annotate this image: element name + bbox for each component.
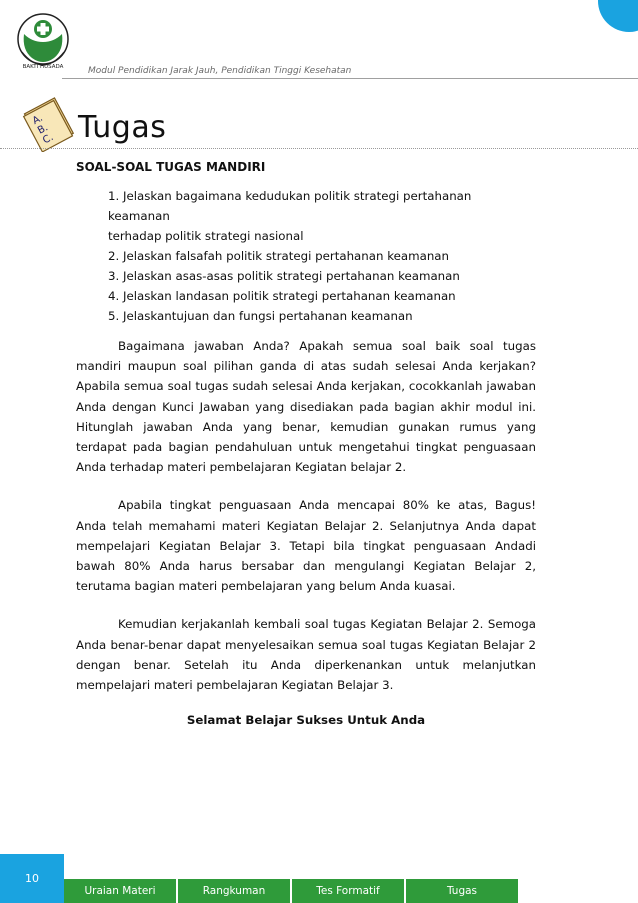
icon-letter-c: C. <box>41 131 56 147</box>
tab-uraian-materi[interactable]: Uraian Materi <box>64 879 176 903</box>
icon-letter-b: B. <box>35 122 51 137</box>
main-content <box>76 160 536 727</box>
page-title: Tugas <box>78 110 167 145</box>
title-divider <box>0 148 638 149</box>
question-1-line-2: terhadap politik strategi nasional <box>108 229 304 243</box>
tab-rangkuman[interactable]: Rangkuman <box>178 879 290 903</box>
paragraph <box>76 614 536 695</box>
paragraph-3-text: Kemudian kerjakanlah kembali soal tugas Kegiatan Belajar 2. Semoga Anda benar-benar dapat menyelesaikan semua soal tugas Kegiatan Belajar 2 dengan benar. Setelah itu Anda diperkenankan untuk melanjutkan mempelajari materi pembelajaran Kegiatan Belajar 3. <box>76 617 536 693</box>
paragraph <box>76 495 536 596</box>
task-list-icon <box>20 96 76 152</box>
list-item: 3. Jelaskan asas-asas politik strategi pertahanan keamanan <box>108 269 460 283</box>
header-divider <box>62 78 638 79</box>
corner-decoration <box>598 0 638 32</box>
list-item: 2. Jelaskan falsafah politik strategi pertahanan keamanan <box>108 249 450 263</box>
tab-tugas[interactable]: Tugas <box>406 879 518 903</box>
page-number: 10 <box>25 872 39 885</box>
bakti-husada-logo <box>14 8 72 74</box>
section-heading: SOAL-SOAL TUGAS MANDIRI <box>76 160 266 174</box>
footer-tabs <box>64 879 520 903</box>
closing-message: Selamat Belajar Sukses Untuk Anda <box>186 713 426 728</box>
list-item: 5. Jelaskantujuan dan fungsi pertahanan keamanan <box>108 309 413 323</box>
list-item: 4. Jelaskan landasan politik strategi pertahanan keamanan <box>108 289 456 303</box>
logo-text: BAKTI HUSADA <box>22 64 64 70</box>
question-list <box>108 186 536 326</box>
question-1-line-1: 1. Jelaskan bagaimana kedudukan politik strategi pertahanan keamanan <box>108 189 472 223</box>
paragraph <box>76 336 536 477</box>
icon-letter-a: A. <box>30 112 45 127</box>
paragraph-1-text: Bagaimana jawaban Anda? Apakah semua soal baik soal tugas mandiri maupun soal pilihan ganda di atas sudah selesai Anda kerjakan? Apabila semua soal tugas sudah selesai Anda kerjakan, cocokkanlah jawaban Anda dengan Kunci Jawaban yang disediakan pada bagian akhir modul ini. Hitunglah jawaban Anda yang benar, kemudian gunakan rumus yang terdapat pada bagian pendahuluan untuk mengetahui tingkat penguasaan Anda terhadap materi pembelajaran Kegiatan belajar 2. <box>76 339 536 475</box>
paragraph-2-text: Apabila tingkat penguasaan Anda mencapai 80% ke atas, Bagus! Anda telah memahami materi Kegiatan Belajar 2. Selanjutnya Anda dapat mempelajari Kegiatan Belajar 3. Tetapi bila tingkat penguasaan Andadi bawah 80% Anda harus bersabar dan mengulangi Kegiatan Belajar 2, terutama bagian materi pembelajaran yang belum Anda kuasai. <box>76 498 536 594</box>
tab-tes-formatif[interactable]: Tes Formatif <box>292 879 404 903</box>
list-item <box>108 186 536 246</box>
module-title: Modul Pendidikan Jarak Jauh, Pendidikan Tinggi Kesehatan <box>88 66 352 76</box>
